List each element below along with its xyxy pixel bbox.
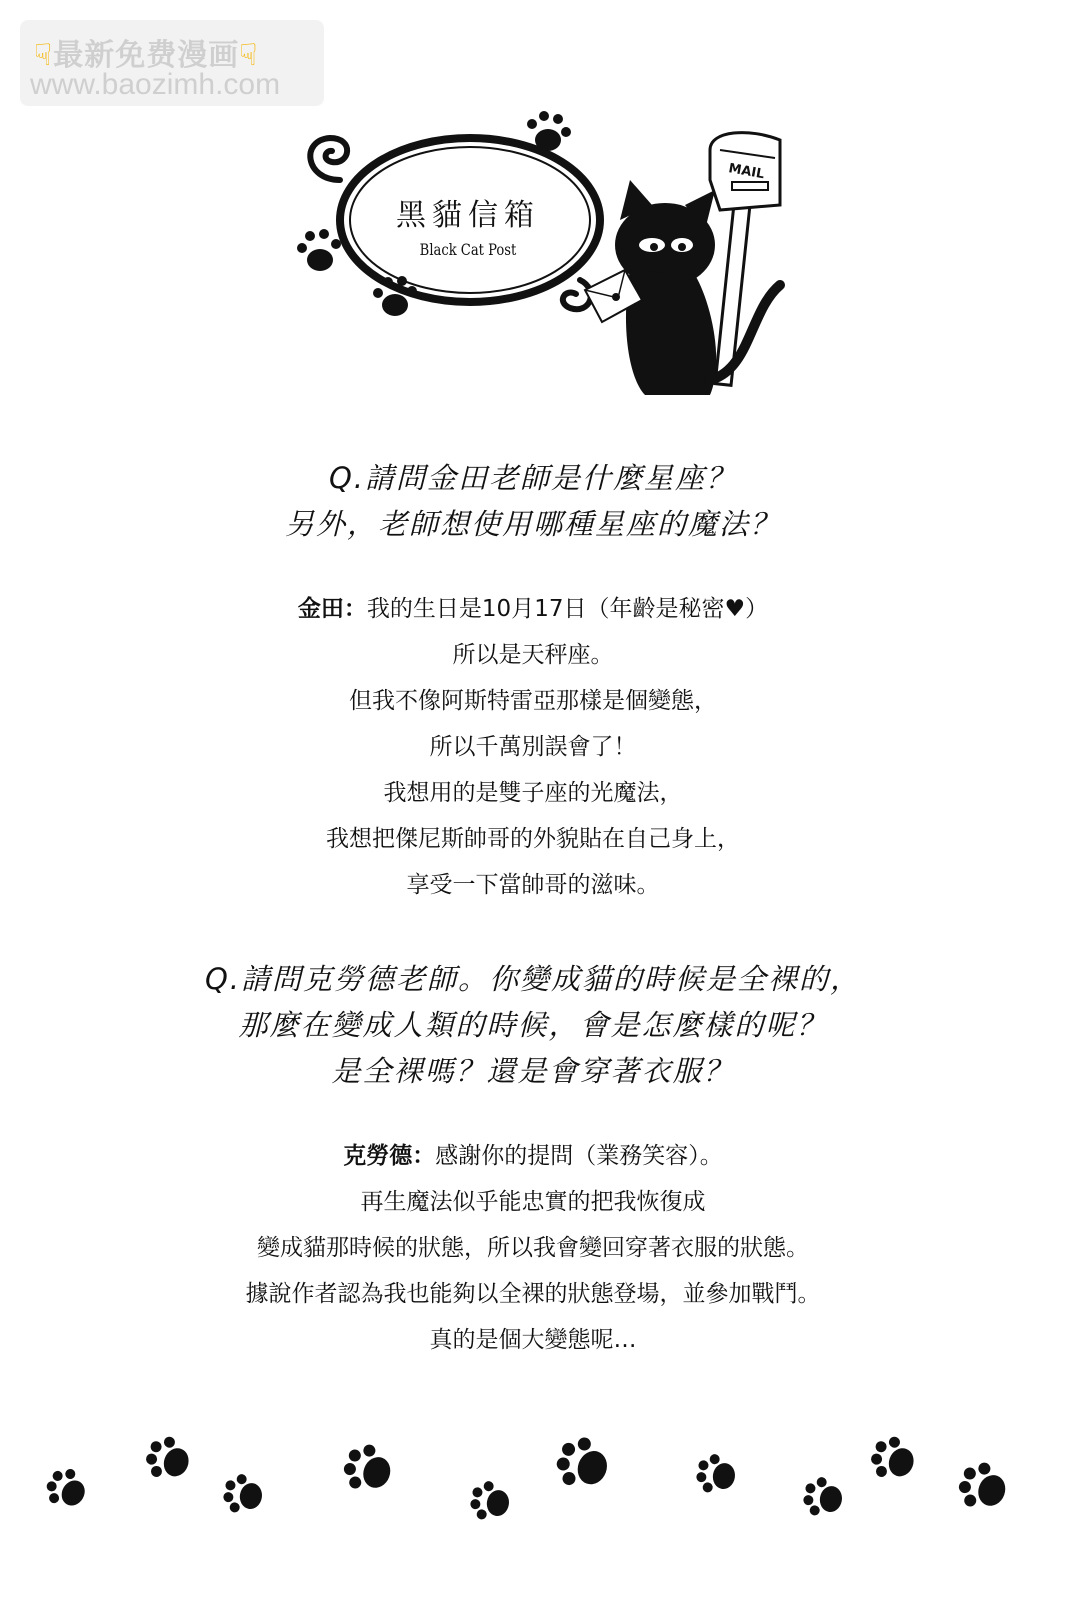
header-title: 黑貓信箱 [396, 198, 540, 233]
speaker-name: 金田 [297, 596, 344, 622]
question-line: 是全裸嗎？還是會穿著衣服？ [331, 1054, 735, 1088]
answer-line: 我想用的是雙子座的光魔法， [383, 780, 683, 806]
speaker-name: 克勞德 [343, 1143, 413, 1169]
header-illustration [280, 110, 840, 410]
answer-line: 真的是個大變態呢… [429, 1327, 637, 1353]
mailbox-label: MAIL [727, 161, 766, 183]
black-cat-icon [615, 180, 780, 395]
answer-first-line: 金田：我的生日是10月17日（年齡是秘密♥） [297, 596, 769, 622]
paw-icon [297, 229, 341, 271]
answer-line: 變成貓那時候的狀態，所以我會變回穿著衣服的狀態。 [257, 1235, 809, 1261]
paw-icon [866, 1431, 920, 1486]
answer-line: 所以千萬別誤會了！ [429, 734, 637, 760]
answer-line: 所以是天秤座。 [452, 642, 614, 668]
question-line: Q.請問克勞德老師。你變成貓的時候是全裸的， [204, 962, 862, 996]
swirl-left [310, 138, 347, 180]
answer-line: 但我不像阿斯特雷亞那樣是個變態， [349, 688, 717, 714]
answer-line: 享受一下當帥哥的滋味。 [406, 872, 660, 898]
question-2 [0, 956, 1066, 1094]
answer-line: 據說作者認為我也能夠以全裸的狀態登場，並參加戰鬥。 [245, 1281, 821, 1307]
watermark-url: www.baozimh.com [30, 68, 281, 101]
paw-icon [141, 1431, 195, 1486]
paw-icon [40, 1462, 92, 1515]
answer-first-line: 克勞德：感謝你的提問（業務笑容）。 [343, 1143, 723, 1169]
answer-text: 感謝你的提問（業務笑容）。 [435, 1143, 723, 1169]
pointing-down-hand-icon: ☟ [34, 38, 54, 73]
pointing-down-hand-icon: ☟ [239, 38, 259, 73]
watermark-text: 最新免费漫画 [53, 38, 240, 73]
paw-icon [801, 1475, 845, 1520]
answer-text: 我的生日是10月17日（年齡是秘密♥） [366, 596, 769, 622]
question-1 [0, 455, 1066, 547]
header-subtitle: Black Cat Post [419, 240, 517, 259]
paw-icon [954, 1457, 1013, 1517]
paw-icon [694, 1452, 738, 1497]
answer-line: 我想把傑尼斯帥哥的外貌貼在自己身上， [326, 826, 740, 852]
answer-1 [0, 586, 1066, 908]
paw-icon [221, 1472, 265, 1517]
paw-icon [339, 1439, 398, 1499]
paw-icon [551, 1431, 615, 1496]
question-line: 另外，老師想使用哪種星座的魔法？ [284, 507, 781, 541]
answer-line: 再生魔法似乎能忠實的把我恢復成 [360, 1189, 706, 1215]
answer-2 [0, 1133, 1066, 1363]
question-line: 那麼在變成人類的時候，會是怎麼樣的呢？ [238, 1008, 828, 1042]
watermark [20, 20, 324, 106]
question-line: Q.請問金田老師是什麼星座？ [328, 461, 738, 495]
footer-paw-prints [0, 1420, 1066, 1560]
paw-icon [468, 1479, 512, 1524]
